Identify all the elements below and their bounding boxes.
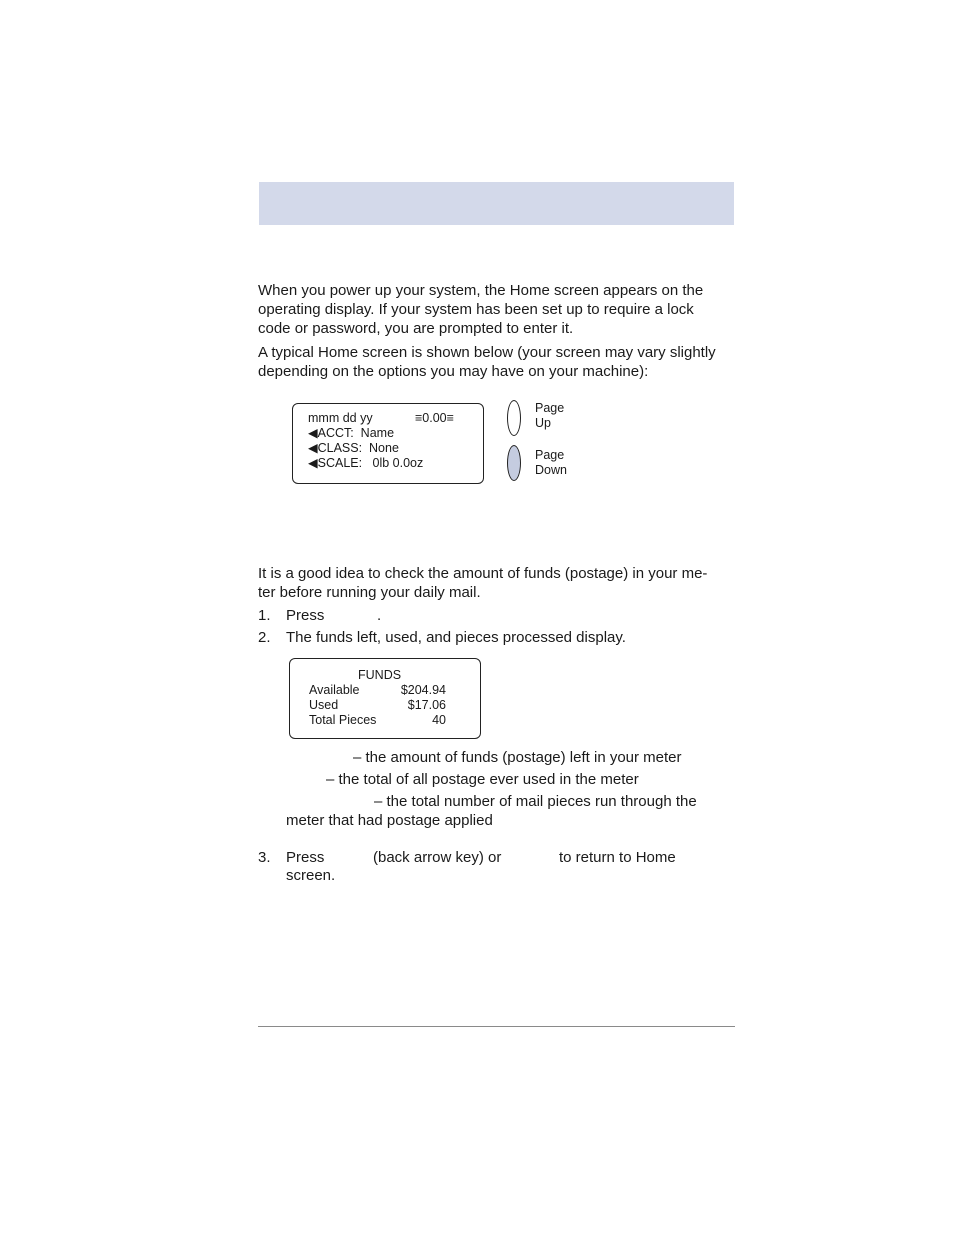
page-down-label: [535, 448, 567, 478]
intro-p1-line: When you power up your system, the Home screen appears on the: [258, 282, 704, 299]
intro-p2-line: A typical Home screen is shown below (your screen may vary slightly: [258, 344, 716, 361]
funds-row-label: Used: [309, 698, 339, 712]
step-1-number: 1.: [258, 607, 271, 624]
display-scale: ◀SCALE: 0lb 0.0oz: [308, 456, 424, 470]
home-screen-display: [292, 403, 484, 484]
footer-divider: [258, 1026, 735, 1027]
intro-paragraph-2: [258, 343, 738, 381]
intro-p2-line: depending on the options you may have on your machine):: [258, 363, 649, 380]
step-1-text: Press: [286, 607, 325, 624]
funds-row-label: Total Pieces: [309, 713, 377, 727]
step-3-press: Press: [286, 849, 325, 866]
step-3-back: (back arrow key) or: [373, 849, 502, 866]
step-3-number: 3.: [258, 849, 271, 866]
funds-intro-line: It is a good idea to check the amount of funds (postage) in your me-: [258, 565, 708, 582]
display-acct: ◀ACCT: Name: [308, 426, 395, 440]
page-up-label-line: Up: [535, 416, 551, 430]
step-2-text: The funds left, used, and pieces processed display.: [286, 629, 626, 646]
definition-total-line-1: – the total number of mail pieces run through the: [374, 793, 697, 810]
intro-p1-line: operating display. If your system has been set up to require a lock: [258, 301, 694, 318]
step-1-period: .: [377, 607, 382, 624]
definition-available: – the amount of funds (postage) left in your meter: [353, 749, 682, 766]
page-down-key: [507, 445, 521, 481]
page-up-label: [535, 401, 564, 431]
funds-row-value: $17.06: [407, 698, 446, 712]
step-3-return: to return to Home: [559, 849, 676, 866]
display-postage: ≡0.00≡: [415, 411, 454, 425]
step-2-number: 2.: [258, 629, 271, 646]
definition-used: – the total of all postage ever used in the meter: [326, 771, 639, 788]
definition-total-line-2: meter that had postage applied: [286, 812, 493, 829]
funds-row-value: $204.94: [400, 683, 446, 697]
page-up-label-line: Page: [535, 401, 565, 415]
funds-title: FUNDS: [358, 668, 402, 682]
page-down-label-line: Down: [535, 463, 567, 477]
step-3-line-2: screen.: [286, 867, 336, 884]
display-date: mmm dd yy: [308, 411, 373, 425]
section-heading-band: [259, 182, 734, 225]
funds-intro-line: ter before running your daily mail.: [258, 584, 481, 601]
intro-p1-line: code or password, you are prompted to enter it.: [258, 320, 574, 337]
display-class: ◀CLASS: None: [308, 441, 399, 455]
funds-row-value: 40: [432, 713, 446, 727]
intro-paragraph-1: [258, 281, 738, 338]
page-up-key: [507, 400, 521, 436]
funds-row-label: Available: [309, 683, 360, 697]
page-down-label-line: Page: [535, 448, 565, 462]
funds-intro: [258, 564, 738, 602]
funds-display: [289, 658, 481, 739]
